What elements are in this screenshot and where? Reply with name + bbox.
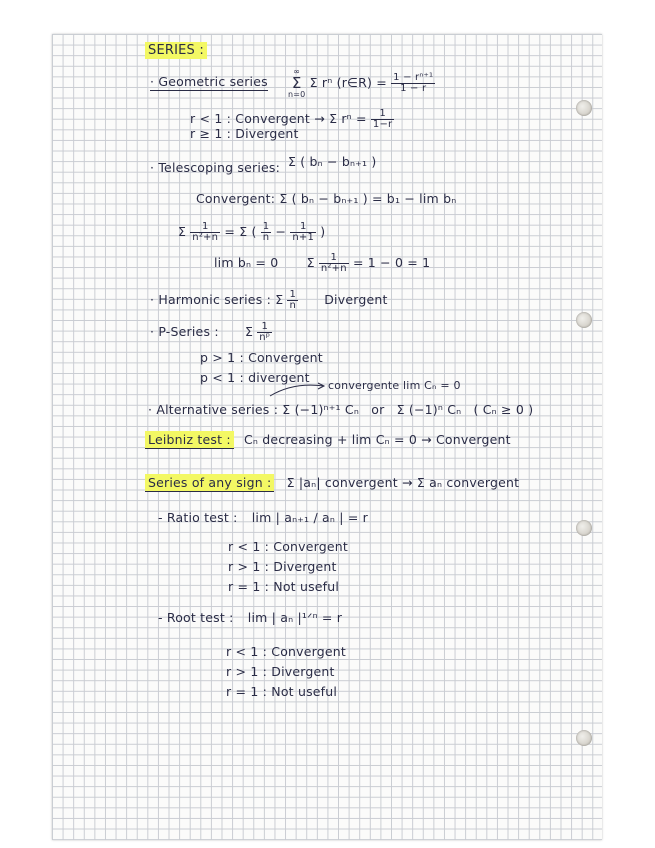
telescoping-expression: Σ ( bₙ − bₙ₊₁ )	[288, 154, 377, 169]
telescoping-convergent: Convergent: Σ ( bₙ − bₙ₊₁ ) = b₁ − lim bₙ	[196, 191, 457, 206]
telescoping-example-2: lim bₙ = 0 Σ $\frac{1}{\text{n²+n}}$ = 1 − 0 = 1	[214, 252, 431, 274]
any-sign: Series of any sign : Σ |aₙ| convergent → Σ aₙ convergent	[145, 477, 519, 490]
binder-hole	[576, 100, 592, 116]
telescoping-example-1: Σ $\frac{1}{\text{n²+n}}$ = Σ ( $\frac{1}{n}$ − $\frac{1}{n+1}$ )	[178, 221, 326, 243]
binder-hole	[576, 312, 592, 328]
root-r3: r = 1 : Not useful	[226, 684, 338, 699]
telescoping-label: · Telescoping series:	[150, 160, 281, 175]
geometric-label: · Geometric series	[150, 74, 268, 89]
root-r2: r > 1 : Divergent	[226, 664, 335, 679]
ratio-r2: r > 1 : Divergent	[228, 559, 337, 574]
geometric-divergent: r ≥ 1 : Divergent	[190, 126, 299, 141]
ratio-r3: r = 1 : Not useful	[228, 579, 340, 594]
binder-hole	[576, 520, 592, 536]
ratio-r1: r < 1 : Convergent	[228, 539, 349, 554]
geometric-convergent: r < 1 : Convergent → Σ rⁿ = $\frac{1}{1-r}$	[190, 108, 393, 130]
root-test: - Root test : lim | aₙ |¹ᐟⁿ = r	[158, 610, 343, 625]
alternative-series: · Alternative series : Σ (−1)ⁿ⁺¹ Cₙ or Σ (−1)ⁿ Cₙ ( Cₙ ≥ 0 )	[148, 402, 534, 417]
harmonic-label: · Harmonic series : Σ $\frac{1}{n}$ Divergent	[150, 289, 388, 311]
leibniz-test: Leibniz test : Cₙ decreasing + lim Cₙ = 0 → Convergent	[145, 434, 511, 447]
arrow-icon	[268, 378, 328, 400]
binder-hole	[576, 730, 592, 746]
alternative-note: convergente lim Cₙ = 0	[328, 379, 461, 392]
pseries-label: · P-Series : Σ $\frac{1}{\text{nᵖ}}$	[150, 321, 271, 343]
pseries-divergent: p < 1 : divergent	[200, 370, 310, 385]
pseries-convergent: p > 1 : Convergent	[200, 350, 323, 365]
ratio-test: - Ratio test : lim | aₙ₊₁ / aₙ | = r	[158, 510, 369, 525]
geometric-expression: ∞ Σ n=0 Σ rⁿ (r∈R) = $\frac{\text{1 − rⁿ⁺¹}}{1 - r}$	[288, 67, 434, 99]
root-r1: r < 1 : Convergent	[226, 644, 347, 659]
page-title: SERIES :	[145, 44, 207, 57]
